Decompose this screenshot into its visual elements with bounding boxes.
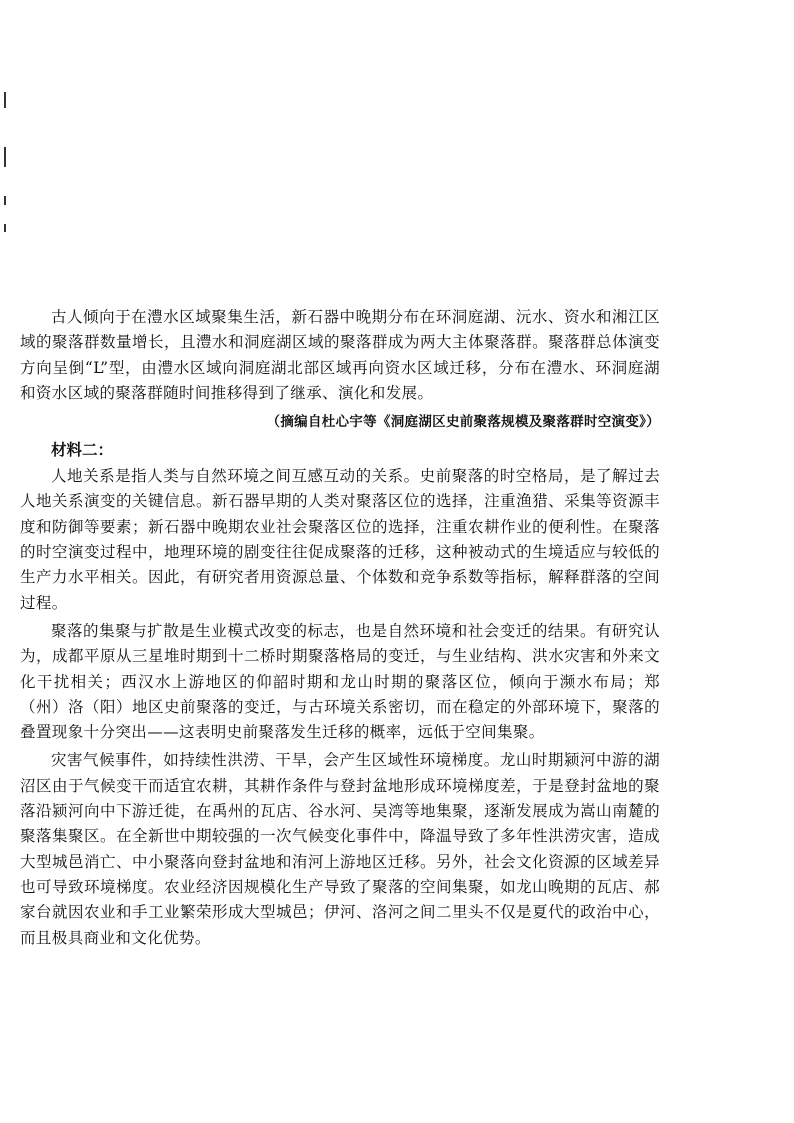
body-paragraph-4: 灾害气候事件，如持续性洪涝、干旱，会产生区域性环境梯度。龙山时期颍河中游的湖沼区由于气候变干而适宜农耕，其耕作条件与登封盆地形成环境梯度差，于是登封盆地的聚落沿颍河向中下游迁徙，在禹州的瓦店、谷水河、吴湾等地集聚，逐渐发展成为嵩山南麓的聚落集聚区。在全新世中期较强的一次气候变化事件中，降温导致了多年性洪涝灾害，造成大型城邑消亡、中小聚落向登封盆地和洧河上游地区迁移。另外，社会文化资源的区域差异也可导致环境梯度。农业经济因规模化生产导致了聚落的空间集聚，如龙山晚期的瓦店、郝家台就因农业和手工业繁荣形成大型城邑；伊河、洛河之间二里头不仅是夏代的政治中心，而且极具商业和文化优势。 xyxy=(20,751,660,947)
source-citation: （摘编自杜心宇等《洞庭湖区史前聚落规模及聚落群时空演变》） xyxy=(266,414,660,431)
body-paragraph-2: 人地关系是指人类与自然环境之间互感互动的关系。史前聚落的时空格局，是了解过去人地关系演变的关键信息。新石器早期的人类对聚落区位的选择，注重渔猎、采集等资源丰度和防御等要素；新石器中晚期农业社会聚落区位的选择，注重农耕作业的便利性。在聚落的时空演变过程中，地理环境的剧变往往促成聚落的迁移，这种被动式的生境适应与较低的生产力水平相关。因此，有研究者用资源总量、个体数和竞争系数等指标，解释群落的空间过程。 xyxy=(20,467,660,612)
document-page xyxy=(20,305,660,951)
body-paragraph-3: 聚落的集聚与扩散是生业模式改变的标志，也是自然环境和社会变迁的结果。有研究认为，成都平原从三星堆时期到十二桥时期聚落格局的变迁，与生业结构、洪水灾害和外来文化干扰相关；西汉水上游地区的仰韶时期和龙山时期的聚落区位，倾向于濒水布局；郑（州）洛（阳）地区史前聚落的变迁，与古环境关系密切，而在稳定的外部环境下，聚落的叠置现象十分突出——这表明史前聚落发生迁移的概率，远低于空间集聚。 xyxy=(20,621,660,742)
scan-edge-mark xyxy=(4,147,6,167)
body-paragraph-1: 古人倾向于在澧水区域聚集生活，新石器中晚期分布在环洞庭湖、沅水、资水和湘江区域的聚落群数量增长，且澧水和洞庭湖区域的聚落群成为两大主体聚落群。聚落群总体演变方向呈倒“L”型，由澧水区域向洞庭湖北部区域再向资水区域迁移，分布在澧水、环洞庭湖和资水区域的聚落群随时间推移得到了继承、演化和发展。 xyxy=(20,308,660,402)
scan-edge-mark xyxy=(4,224,6,232)
scan-edge-mark xyxy=(4,92,6,108)
scan-edge-mark xyxy=(4,196,6,205)
material-heading: 材料二： xyxy=(51,440,114,460)
